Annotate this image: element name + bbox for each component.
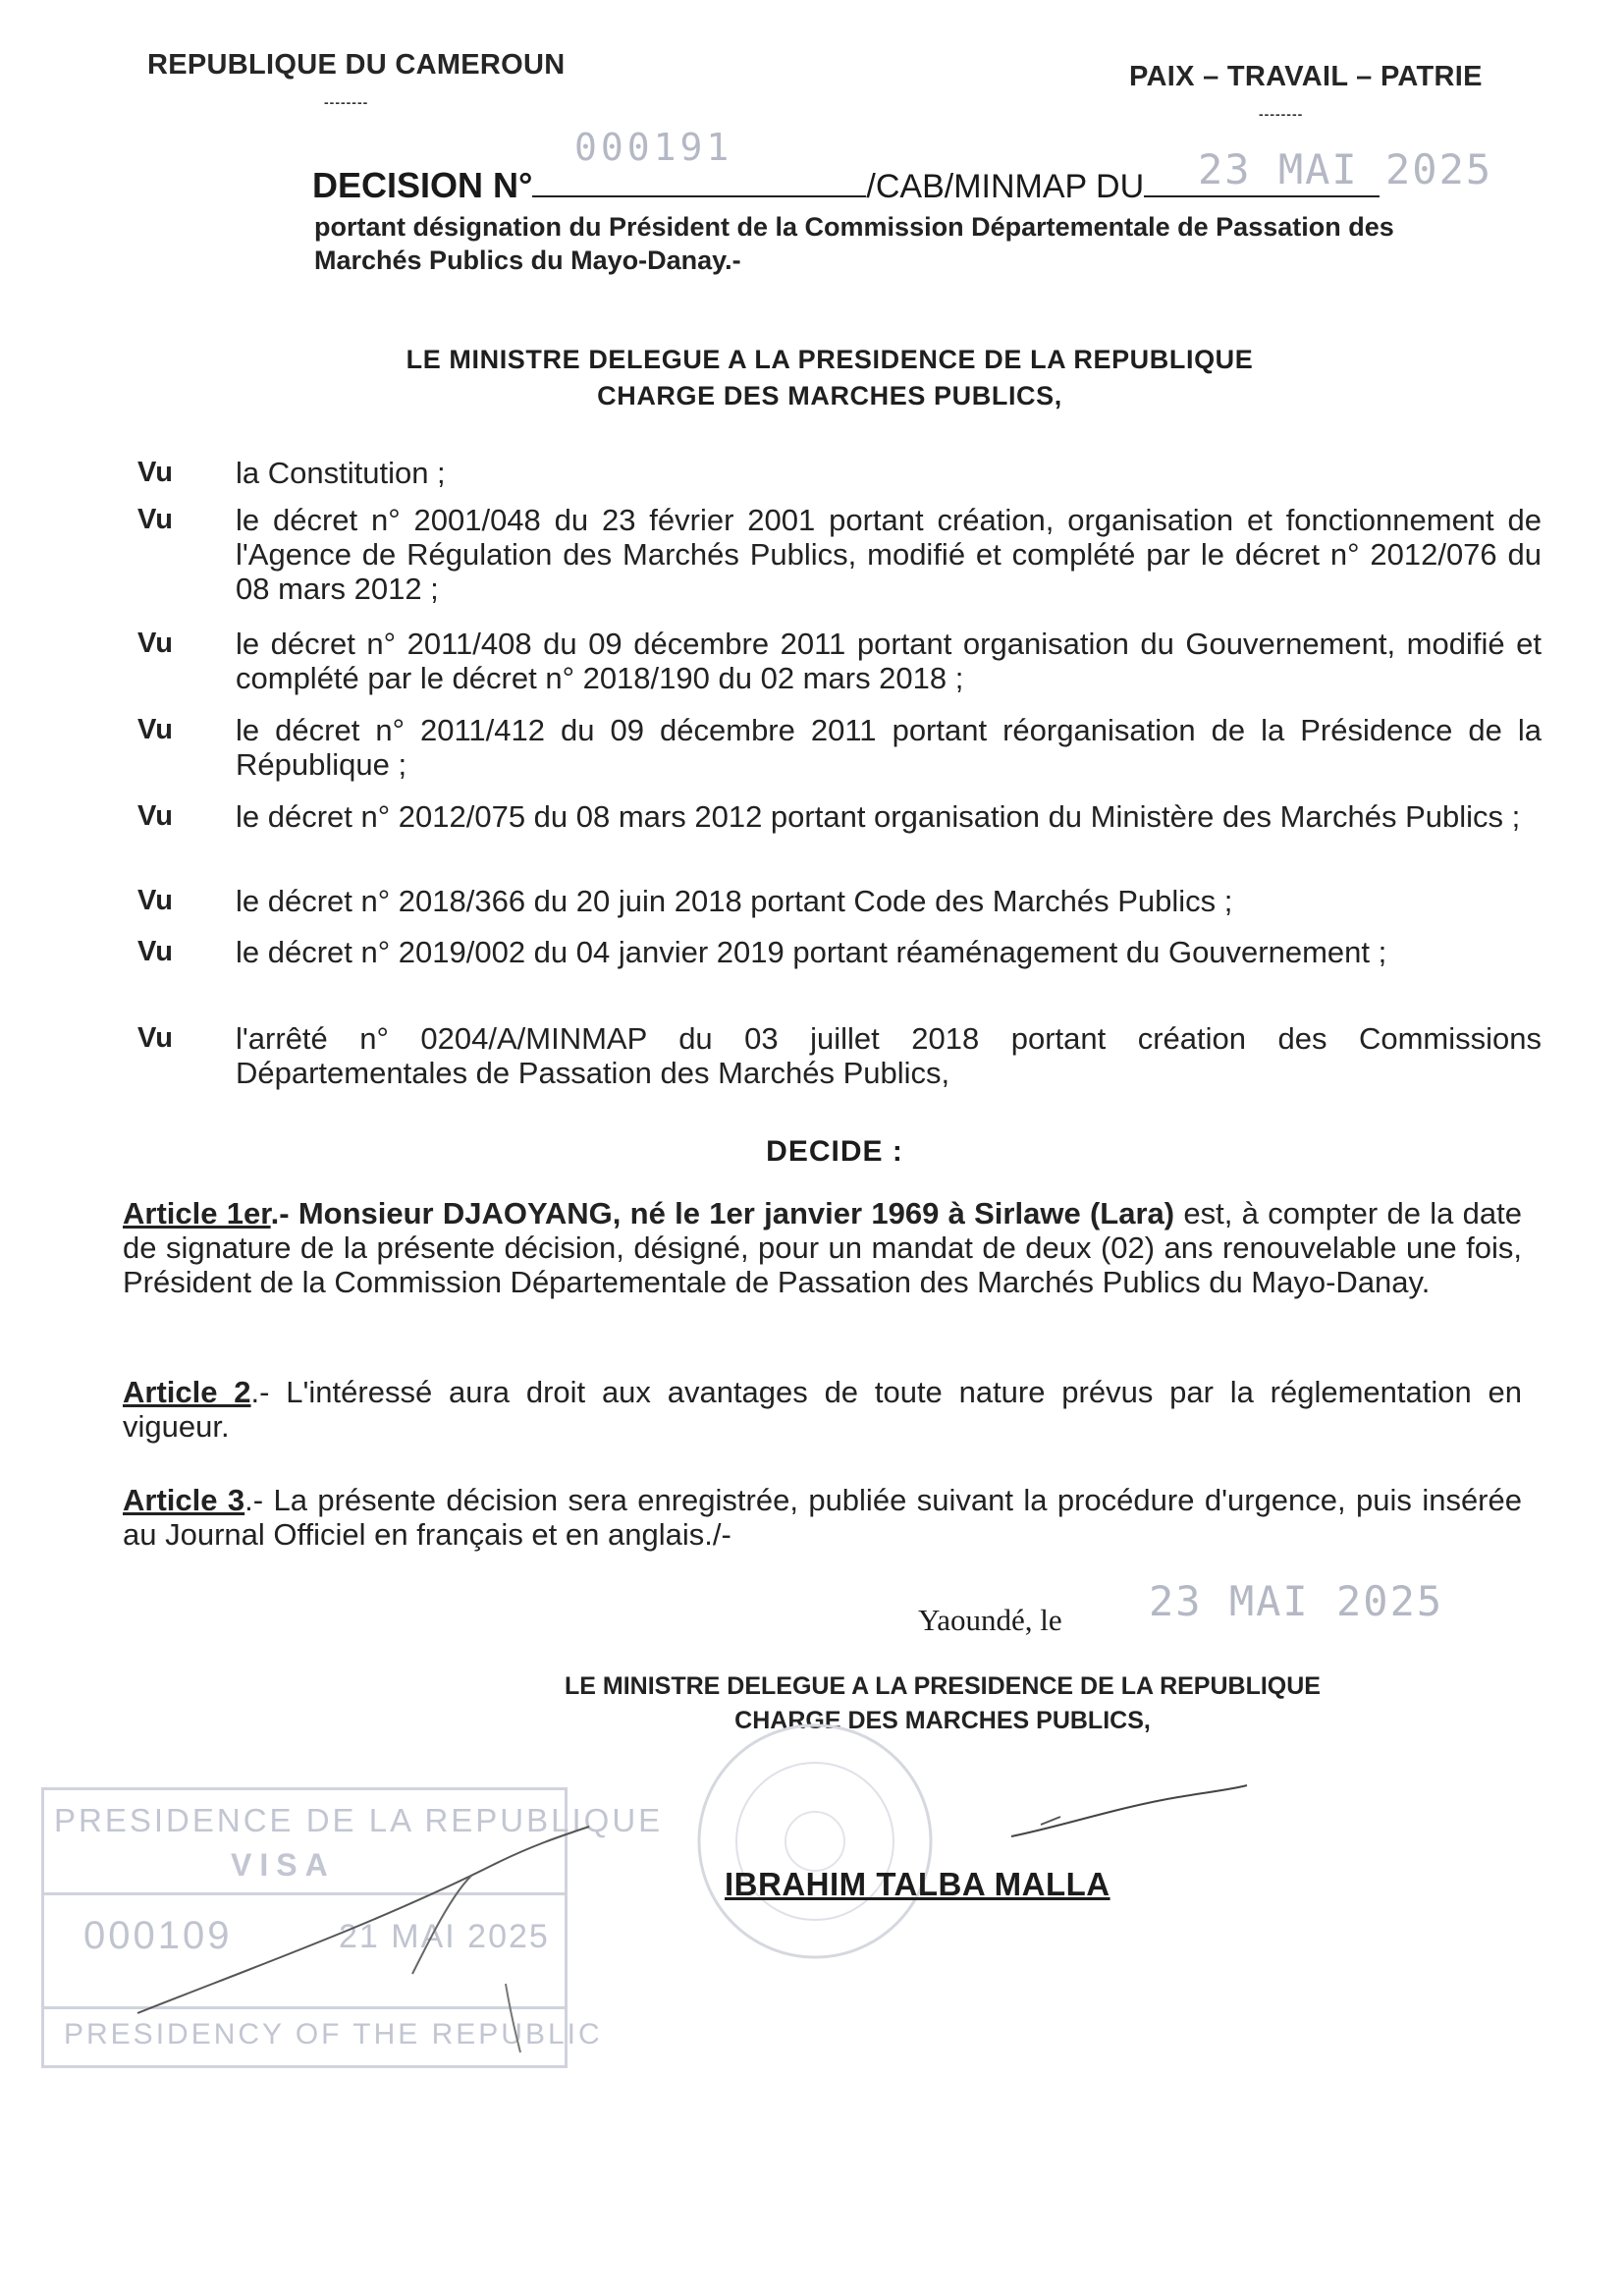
vu-text: la Constitution ; <box>236 456 446 490</box>
signature-title-line-1: LE MINISTRE DELEGUE A LA PRESIDENCE DE LA REPUBLIQUE <box>565 1672 1321 1700</box>
decision-title: DECISION N° <box>312 165 533 205</box>
decision-number-stamp: 000191 <box>574 126 733 169</box>
decision-number-blank <box>532 166 866 197</box>
article-1 <box>123 1196 1522 1299</box>
minister-heading <box>324 342 1335 414</box>
article-1-text: est, à compter de la date de signature de la présente décision, désigné, pour un mandat de deux (02) ans renouvelable une fois, Président de la Commission Départementale de Passation des Marchés Publics du Mayo-Danay. <box>123 1196 1522 1299</box>
subject-line-2: Marchés Publics du Mayo-Danay.- <box>314 246 741 275</box>
vu-text: le décret n° 2011/408 du 09 décembre 2011 portant organisation du Gouvernement, modifié et complété par le décret n° 2018/190 du 02 mars 2018 ; <box>236 627 1542 695</box>
vu-label: Vu <box>137 504 173 535</box>
vu-item <box>128 713 1542 782</box>
handwritten-signature <box>1001 1768 1257 1866</box>
vu-item <box>128 935 1542 969</box>
vu-text: le décret n° 2011/412 du 09 décembre 2011 portant réorganisation de la Présidence de la République ; <box>236 713 1542 782</box>
minister-line-2: CHARGE DES MARCHES PUBLICS, <box>597 381 1062 410</box>
vu-item <box>128 627 1542 695</box>
vu-label: Vu <box>137 628 173 659</box>
visa-initials <box>118 1817 628 2072</box>
signer-name: IBRAHIM TALBA MALLA <box>725 1866 1110 1902</box>
signature-place: Yaoundé, le <box>918 1603 1062 1637</box>
article-2-label: Article 2 <box>123 1375 251 1409</box>
vu-label: Vu <box>137 714 173 745</box>
decision-subject <box>314 210 1591 277</box>
visa-stamp-label: VISA <box>231 1847 336 1883</box>
decision-date-stamp: 23 MAI 2025 <box>1198 145 1493 193</box>
vu-label: Vu <box>137 457 173 488</box>
vu-item <box>128 799 1542 834</box>
article-2-text: .- L'intéressé aura droit aux avantages de toute nature prévus par la réglementation en vigueur. <box>123 1375 1522 1444</box>
article-3 <box>123 1483 1522 1552</box>
signature-date-stamp: 23 MAI 2025 <box>1149 1577 1444 1625</box>
visa-stamp-line-4: PRESIDENCY OF THE REPUBLIC <box>64 2018 603 2050</box>
minister-line-1: LE MINISTRE DELEGUE A LA PRESIDENCE DE LA REPUBLIQUE <box>406 345 1254 374</box>
decision-title-line <box>312 165 1380 206</box>
vu-label: Vu <box>137 1022 173 1054</box>
article-3-text: .- La présente décision sera enregistrée, publiée suivant la procédure d'urgence, puis insérée au Journal Officiel en français et en anglais./- <box>123 1483 1522 1552</box>
visa-stamp-line-1: PRESIDENCE DE LA REPUBLIQUE <box>54 1802 664 1838</box>
vu-item <box>128 456 1542 490</box>
vu-label: Vu <box>137 800 173 832</box>
visa-stamp-number: 000109 <box>83 1914 233 1957</box>
vu-text: l'arrêté n° 0204/A/MINMAP du 03 juillet 2018 portant création des Commissions Départementales de Passation des Marchés Publics, <box>236 1021 1542 1090</box>
vu-text: le décret n° 2001/048 du 23 février 2001 portant création, organisation et fonctionnement de l'Agence de Régulation des Marchés Publics, modifié et complété par le décret n° 2012/076 du 08 mars 2012 ; <box>236 503 1542 606</box>
vu-label: Vu <box>137 885 173 916</box>
republic-dash: -------- <box>324 94 369 110</box>
vu-label: Vu <box>137 936 173 967</box>
article-2 <box>123 1375 1522 1444</box>
article-3-label: Article 3 <box>123 1483 245 1517</box>
decision-cab: /CAB/MINMAP DU <box>866 168 1145 205</box>
visa-stamp-date: 21 MAI 2025 <box>339 1918 550 1955</box>
decide-heading: DECIDE : <box>766 1135 903 1168</box>
vu-item <box>128 1021 1542 1090</box>
vu-item <box>128 884 1542 918</box>
vu-text: le décret n° 2012/075 du 08 mars 2012 portant organisation du Ministère des Marchés Publics ; <box>236 799 1521 834</box>
republic-name: REPUBLIQUE DU CAMEROUN <box>147 49 566 81</box>
vu-item <box>128 503 1542 606</box>
signature-title-line-2: CHARGE DES MARCHES PUBLICS, <box>734 1707 1151 1734</box>
signature-title <box>550 1669 1335 1738</box>
motto-dash: -------- <box>1259 106 1304 122</box>
subject-line-1: portant désignation du Président de la Commission Départementale de Passation des <box>314 212 1394 242</box>
article-1-bold: .- Monsieur DJAOYANG, né le 1er janvier 1969 à Sirlawe (Lara) <box>270 1196 1175 1230</box>
decision-date-blank <box>1144 166 1380 197</box>
vu-text: le décret n° 2018/366 du 20 juin 2018 portant Code des Marchés Publics ; <box>236 884 1233 918</box>
ministry-seal <box>687 1714 943 1969</box>
article-1-label: Article 1er <box>123 1196 271 1230</box>
vu-text: le décret n° 2019/002 du 04 janvier 2019 portant réaménagement du Gouvernement ; <box>236 935 1387 969</box>
motto: PAIX – TRAVAIL – PATRIE <box>1129 61 1483 92</box>
